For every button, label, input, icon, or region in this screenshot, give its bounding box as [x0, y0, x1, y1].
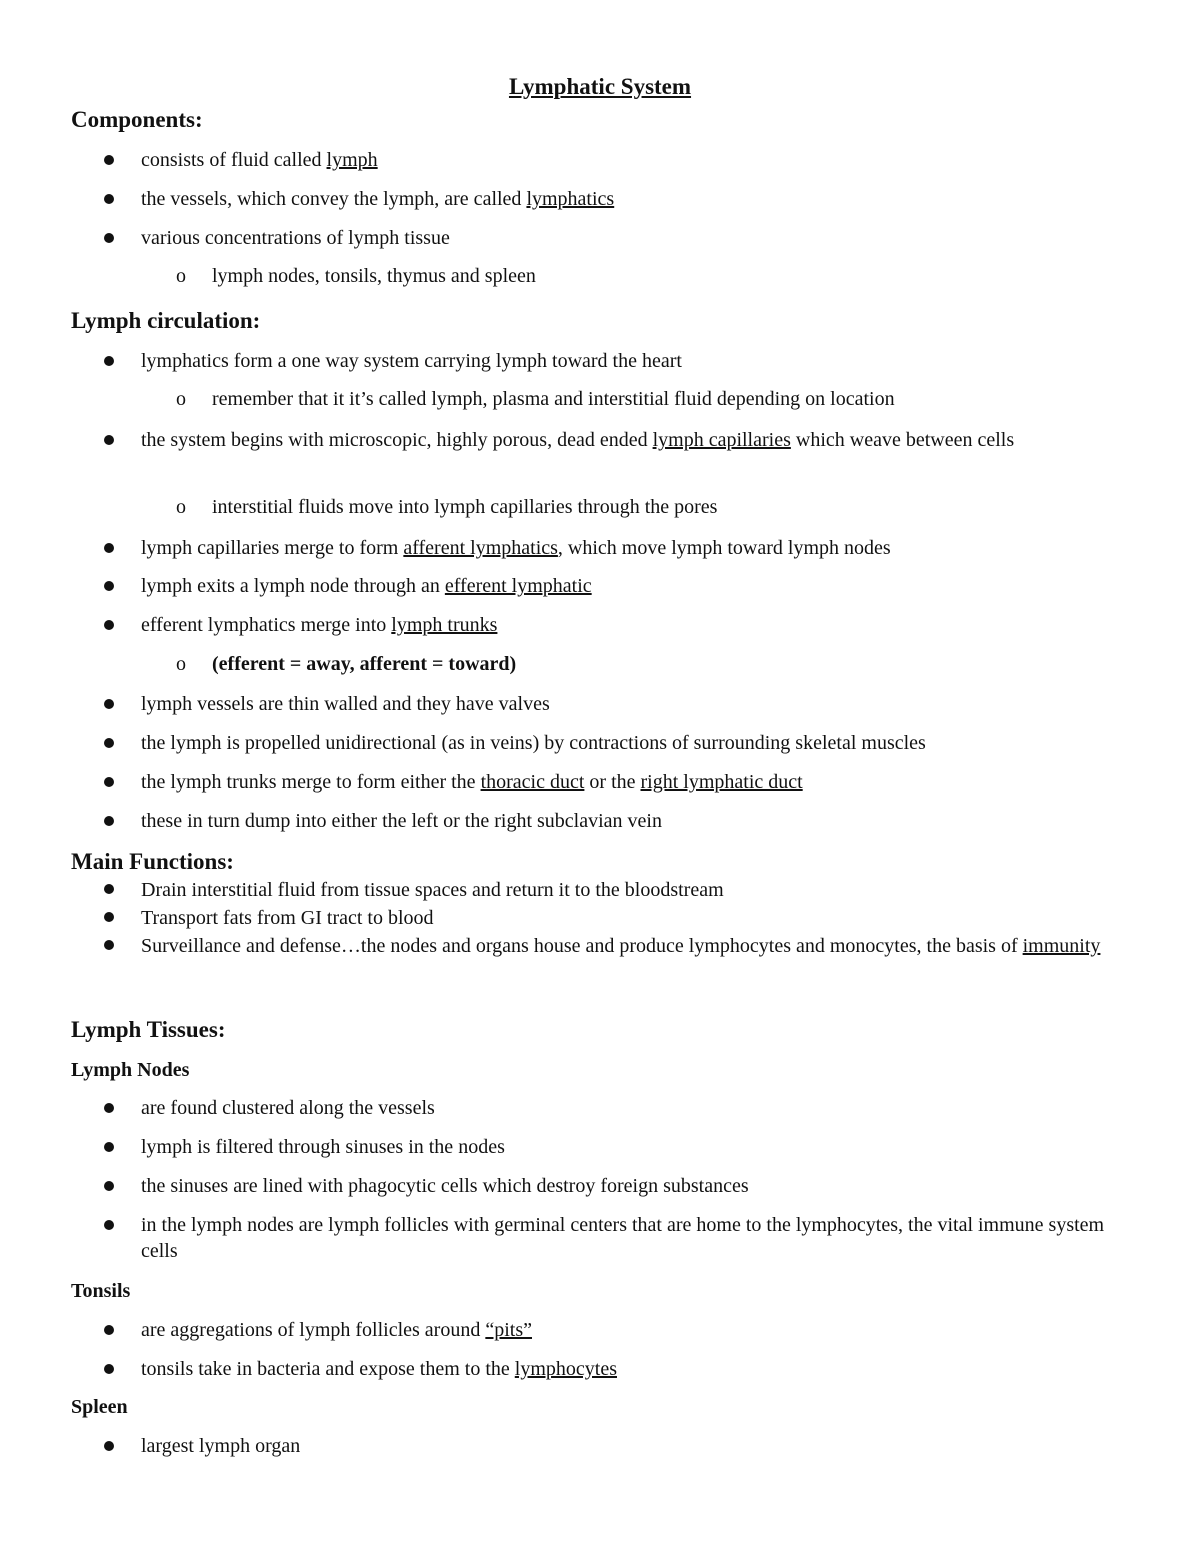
tissues-heading: Lymph Tissues: — [71, 1017, 226, 1042]
list-item: tonsils take in bacteria and expose them to the lymphocytes — [141, 1358, 617, 1380]
list-item: lymph vessels are thin walled and they have valves — [141, 693, 550, 715]
bullet-icon — [104, 777, 114, 787]
list-item: lymph capillaries merge to form afferent lymphatics, which move lymph toward lymph nodes — [141, 537, 891, 559]
list-item: the lymph is propelled unidirectional (as in veins) by contractions of surrounding skeletal muscles — [141, 732, 926, 754]
bullet-icon — [104, 356, 114, 366]
list-item: efferent lymphatics merge into lymph trunks — [141, 614, 498, 636]
sub-list-item: lymph nodes, tonsils, thymus and spleen — [212, 265, 536, 287]
list-item: lymphatics form a one way system carrying lymph toward the heart — [141, 350, 682, 372]
page-title: Lymphatic System — [508, 74, 692, 99]
list-item: are found clustered along the vessels — [141, 1097, 435, 1119]
bullet-icon — [104, 620, 114, 630]
bullet-icon — [104, 940, 114, 950]
bullet-icon — [104, 699, 114, 709]
list-item: various concentrations of lymph tissue — [141, 227, 450, 249]
list-item: are aggregations of lymph follicles around “pits” — [141, 1319, 532, 1341]
tonsils-heading: Tonsils — [71, 1280, 131, 1302]
list-item: the system begins with microscopic, highly porous, dead ended lymph capillaries which weave between cells — [141, 429, 1015, 451]
list-item: lymph is filtered through sinuses in the nodes — [141, 1136, 505, 1158]
circle-bullet-icon: o — [176, 265, 186, 287]
list-item: lymph exits a lymph node through an efferent lymphatic — [141, 575, 592, 597]
circle-bullet-icon: o — [176, 653, 186, 675]
bullet-icon — [104, 543, 114, 553]
bullet-icon — [104, 912, 114, 922]
list-item: largest lymph organ — [141, 1435, 301, 1457]
functions-heading: Main Functions: — [71, 849, 234, 874]
lymph-nodes-heading: Lymph Nodes — [71, 1059, 190, 1081]
list-item: the lymph trunks merge to form either the thoracic duct or the right lymphatic duct — [141, 771, 803, 793]
bullet-icon — [104, 1142, 114, 1152]
list-item: Transport fats from GI tract to blood — [141, 907, 434, 929]
list-item: Drain interstitial fluid from tissue spaces and return it to the bloodstream — [141, 879, 724, 901]
list-item: in the lymph nodes are lymph follicles with germinal centers that are home to the lymphocytes, the vital immune system cells — [141, 1214, 1105, 1262]
bullet-icon — [104, 1181, 114, 1191]
bullet-icon — [104, 581, 114, 591]
bullet-icon — [104, 738, 114, 748]
bullet-icon — [104, 1220, 114, 1230]
bullet-icon — [104, 816, 114, 826]
bullet-icon — [104, 435, 114, 445]
list-item: the sinuses are lined with phagocytic cells which destroy foreign substances — [141, 1175, 749, 1197]
bullet-icon — [104, 884, 114, 894]
bullet-icon — [104, 194, 114, 204]
sub-list-item: interstitial fluids move into lymph capillaries through the pores — [212, 496, 718, 518]
bullet-icon — [104, 233, 114, 243]
bullet-icon — [104, 1364, 114, 1374]
bullet-icon — [104, 155, 114, 165]
list-item: Surveillance and defense…the nodes and organs house and produce lymphocytes and monocytes, the basis of immunity — [141, 935, 1101, 957]
bullet-icon — [104, 1325, 114, 1335]
bullet-icon — [104, 1441, 114, 1451]
sub-list-item: (efferent = away, afferent = toward) — [212, 653, 517, 675]
sub-list-item: remember that it it’s called lymph, plasma and interstitial fluid depending on location — [212, 388, 895, 410]
circle-bullet-icon: o — [176, 388, 186, 410]
list-item: these in turn dump into either the left or the right subclavian vein — [141, 810, 662, 832]
spleen-heading: Spleen — [71, 1396, 128, 1418]
circle-bullet-icon: o — [176, 496, 186, 518]
circulation-heading: Lymph circulation: — [71, 308, 261, 333]
list-item: consists of fluid called lymph — [141, 149, 378, 171]
bullet-icon — [104, 1103, 114, 1113]
list-item: the vessels, which convey the lymph, are called lymphatics — [141, 188, 615, 210]
components-heading: Components: — [71, 107, 203, 132]
